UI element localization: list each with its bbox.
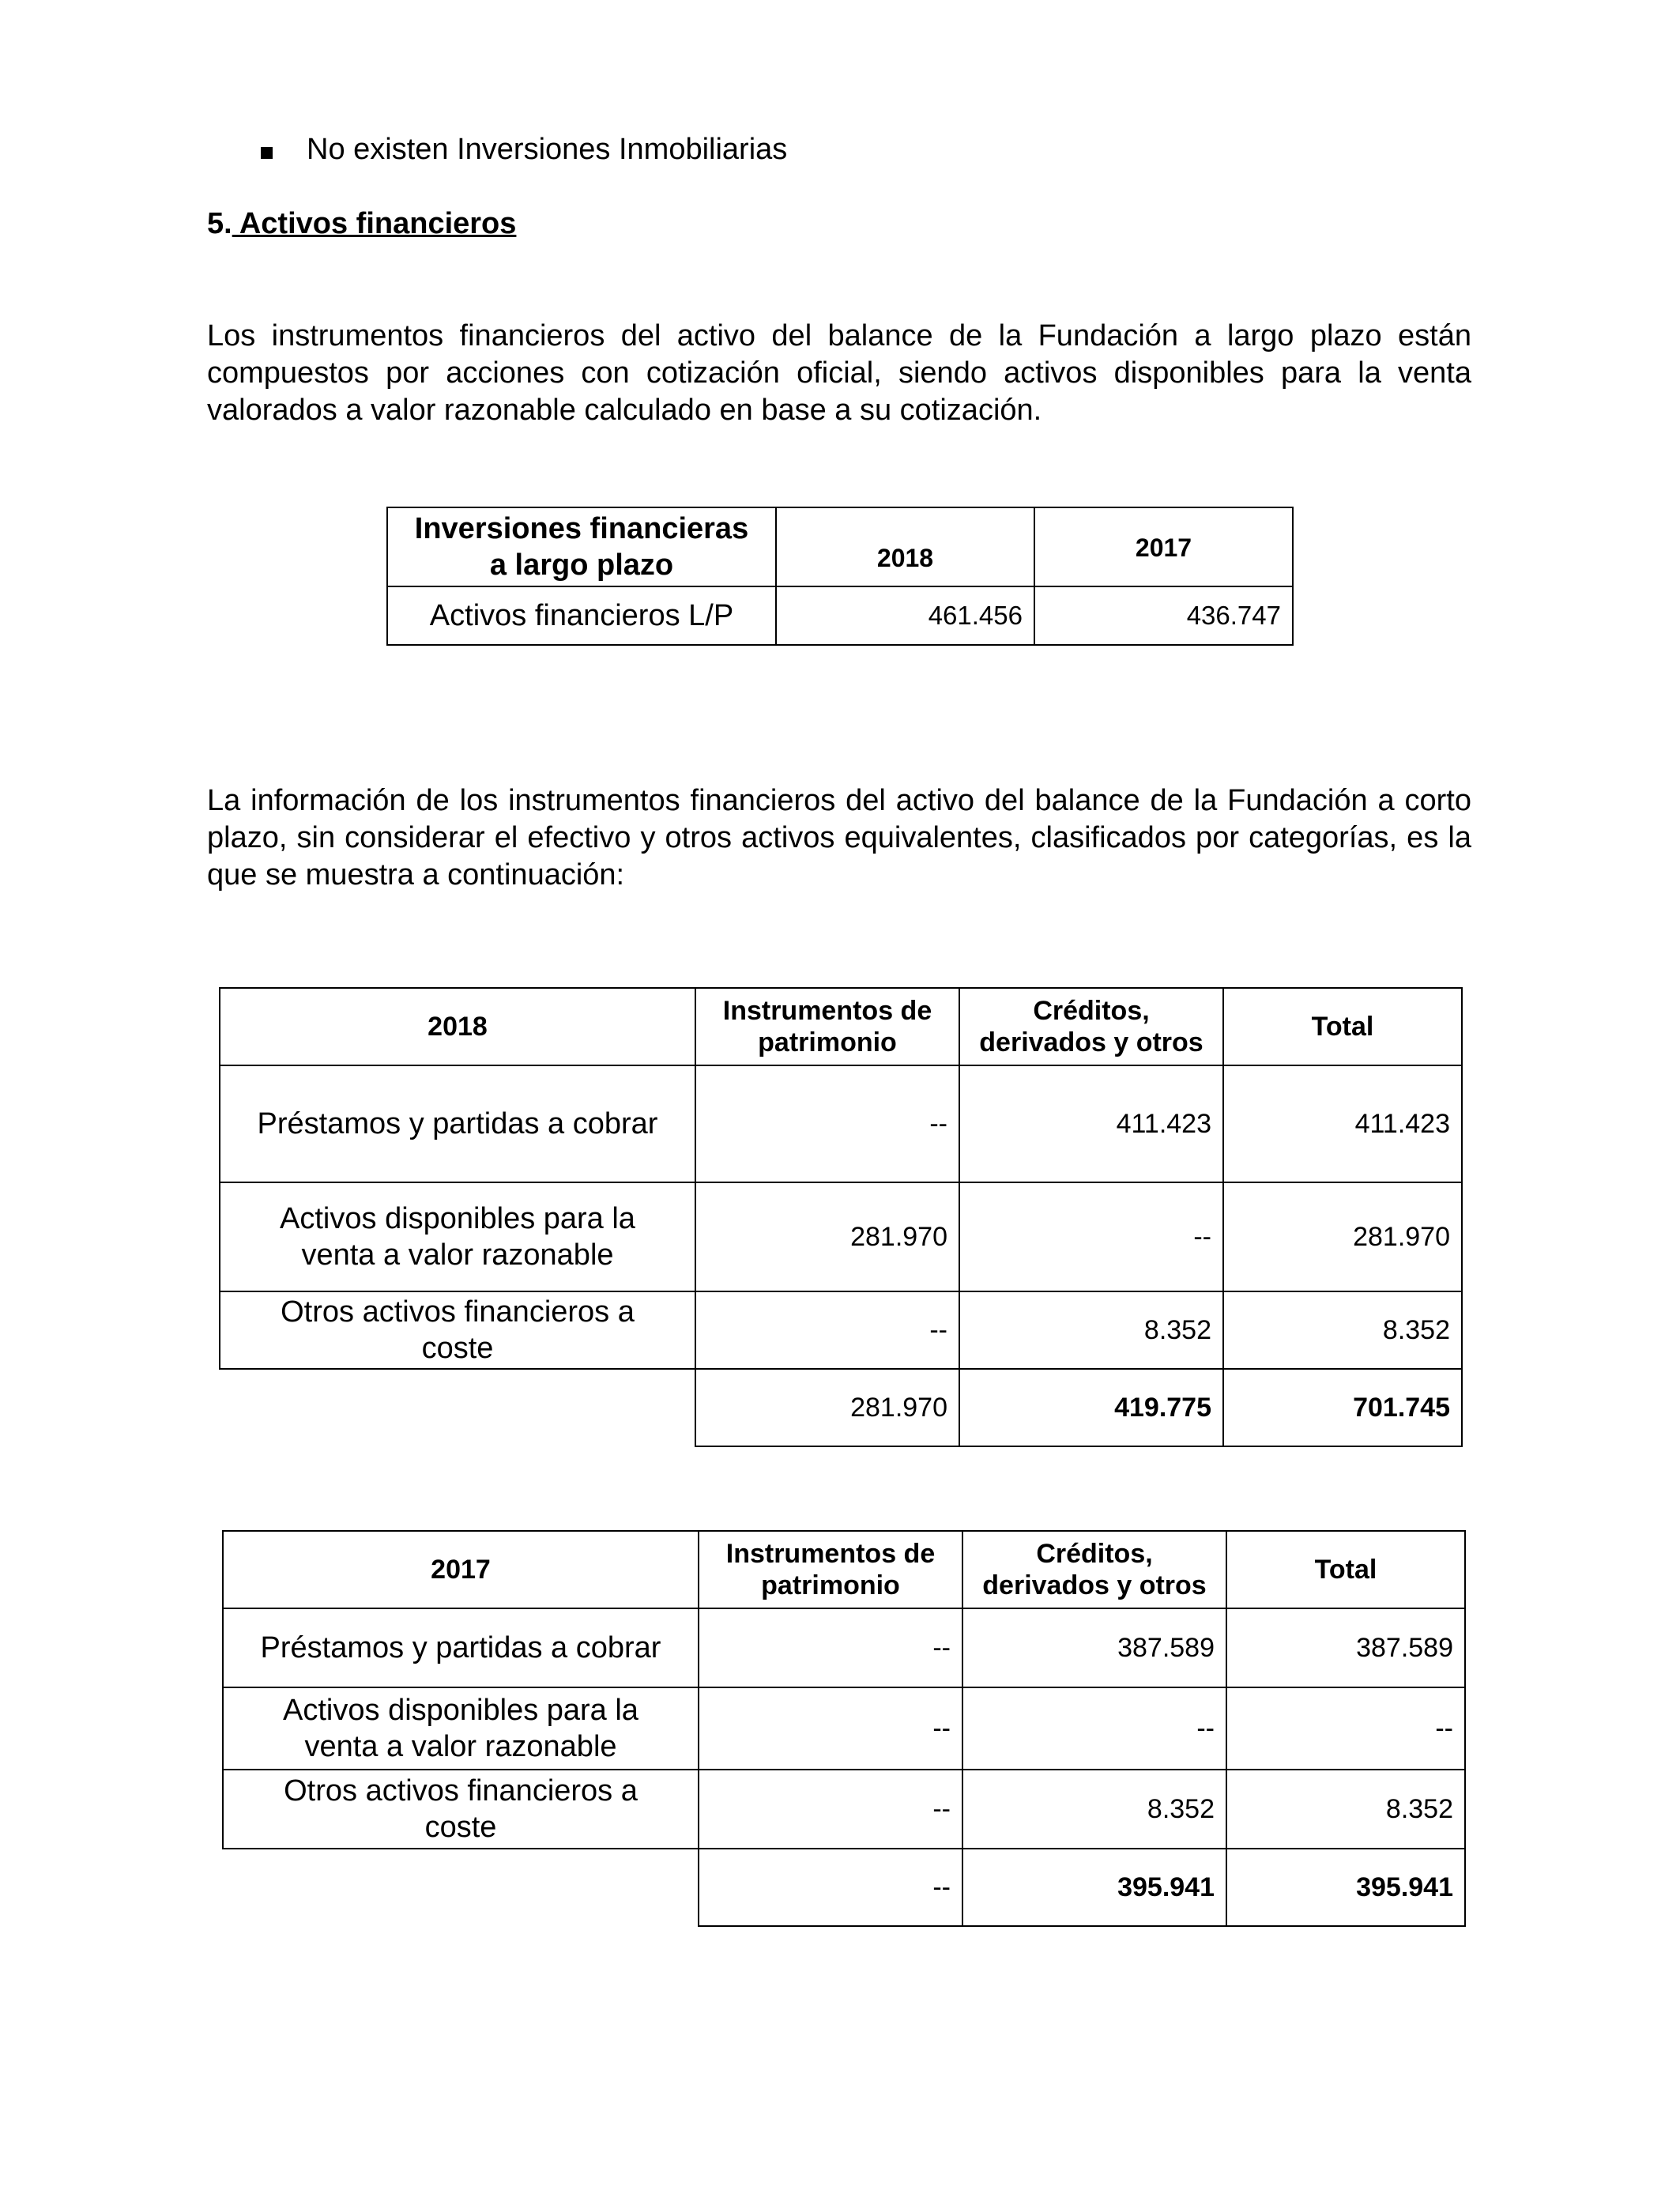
totals-row: [223, 1849, 1465, 1926]
row-label: [223, 1770, 699, 1849]
cell-equity: --: [695, 1291, 959, 1369]
row-label: [220, 1291, 695, 1369]
table-header-row: [223, 1531, 1465, 1608]
header-credits-line1: Créditos,: [1033, 996, 1150, 1026]
cell-equity: --: [699, 1608, 962, 1687]
paragraph-short-term: La información de los instrumentos financieros del activo del balance de la Fundación a corto plazo, sin considerar el efectivo y otros activos equivalentes, clasificados por categorías, es la que se muestra a continuación:: [207, 784, 1471, 892]
totals-row: [220, 1369, 1462, 1446]
table-2018: [219, 987, 1463, 1447]
section-heading: [207, 207, 516, 241]
table-row: [223, 1687, 1465, 1770]
row-label: [220, 1182, 695, 1291]
total-credits: 395.941: [962, 1849, 1226, 1926]
header-equity-line2: patrimonio: [758, 1027, 897, 1057]
cell-equity: --: [695, 1065, 959, 1182]
header-year-2017: 2017: [1034, 507, 1293, 586]
cell-total: 411.423: [1223, 1065, 1462, 1182]
cell-equity: --: [699, 1687, 962, 1770]
table-header-row: [220, 988, 1462, 1065]
row-label-line2: coste: [421, 1332, 494, 1365]
total-equity: --: [699, 1849, 962, 1926]
header-credits-line2: derivados y otros: [982, 1570, 1207, 1600]
total-grand: 701.745: [1223, 1369, 1462, 1446]
table-long-term-investments: [386, 507, 1294, 646]
header-credits-line2: derivados y otros: [979, 1027, 1203, 1057]
header-year: 2018: [220, 988, 695, 1065]
row-label-line1: Préstamos y partidas a cobrar: [257, 1107, 658, 1140]
cell-total: 8.352: [1226, 1770, 1465, 1849]
section-title: Activos financieros: [232, 207, 517, 240]
table-2017: [222, 1530, 1466, 1927]
value-2017: 436.747: [1034, 586, 1293, 645]
row-label-line1: Activos disponibles para la: [280, 1202, 635, 1235]
table-row: [223, 1770, 1465, 1849]
header-equity-line1: Instrumentos de: [725, 1539, 936, 1569]
cell-equity: --: [699, 1770, 962, 1849]
cell-credits: --: [962, 1687, 1226, 1770]
table-row: [387, 586, 1293, 645]
cell-equity: 281.970: [695, 1182, 959, 1291]
header-equity: [699, 1531, 962, 1608]
value-2018: 461.456: [776, 586, 1034, 645]
cell-credits: 387.589: [962, 1608, 1226, 1687]
row-label-line2: coste: [424, 1811, 497, 1844]
row-label: [223, 1608, 699, 1687]
total-equity: 281.970: [695, 1369, 959, 1446]
totals-empty-cell: [223, 1849, 699, 1926]
totals-empty-cell: [220, 1369, 695, 1446]
cell-total: --: [1226, 1687, 1465, 1770]
header-equity: [695, 988, 959, 1065]
header-year-2018: 2018: [776, 507, 1034, 586]
total-grand: 395.941: [1226, 1849, 1465, 1926]
header-credits: [959, 988, 1223, 1065]
cell-credits: --: [959, 1182, 1223, 1291]
header-year: 2017: [223, 1531, 699, 1608]
bullet-text: No existen Inversiones Inmobiliarias: [307, 133, 788, 166]
table-header-row: [387, 507, 1293, 586]
row-label-line1: Otros activos financieros a: [281, 1295, 635, 1329]
row-label-line1: Activos disponibles para la: [283, 1694, 638, 1727]
header-equity-line1: Instrumentos de: [722, 996, 932, 1026]
header-total: Total: [1226, 1531, 1465, 1608]
section-number: 5.: [207, 207, 232, 240]
cell-credits: 8.352: [962, 1770, 1226, 1849]
header-label: [387, 507, 776, 586]
header-label-line1: Inversiones financieras: [414, 512, 749, 545]
row-label-line1: Préstamos y partidas a cobrar: [260, 1631, 661, 1664]
cell-credits: 8.352: [959, 1291, 1223, 1369]
header-total: Total: [1223, 988, 1462, 1065]
cell-total: 8.352: [1223, 1291, 1462, 1369]
cell-total: 387.589: [1226, 1608, 1465, 1687]
header-credits-line1: Créditos,: [1036, 1539, 1153, 1569]
header-label-line2: a largo plazo: [489, 548, 674, 582]
row-label: Activos financieros L/P: [387, 586, 776, 645]
row-label: [220, 1065, 695, 1182]
table-row: [223, 1608, 1465, 1687]
header-equity-line2: patrimonio: [761, 1570, 900, 1600]
bullet-square-icon: [261, 147, 273, 159]
table-row: [220, 1182, 1462, 1291]
header-credits: [962, 1531, 1226, 1608]
table-row: [220, 1291, 1462, 1369]
cell-total: 281.970: [1223, 1182, 1462, 1291]
total-credits: 419.775: [959, 1369, 1223, 1446]
row-label: [223, 1687, 699, 1770]
row-label-line2: venta a valor razonable: [301, 1238, 614, 1272]
row-label-line2: venta a valor razonable: [304, 1730, 617, 1763]
row-label-line1: Otros activos financieros a: [284, 1774, 638, 1808]
cell-credits: 411.423: [959, 1065, 1223, 1182]
paragraph-long-term: Los instrumentos financieros del activo del balance de la Fundación a largo plazo están compuestos por acciones con cotización oficial, siendo activos disponibles para la venta valorados a valor razonable calculado en base a su cotización.: [207, 319, 1471, 427]
table-row: [220, 1065, 1462, 1182]
